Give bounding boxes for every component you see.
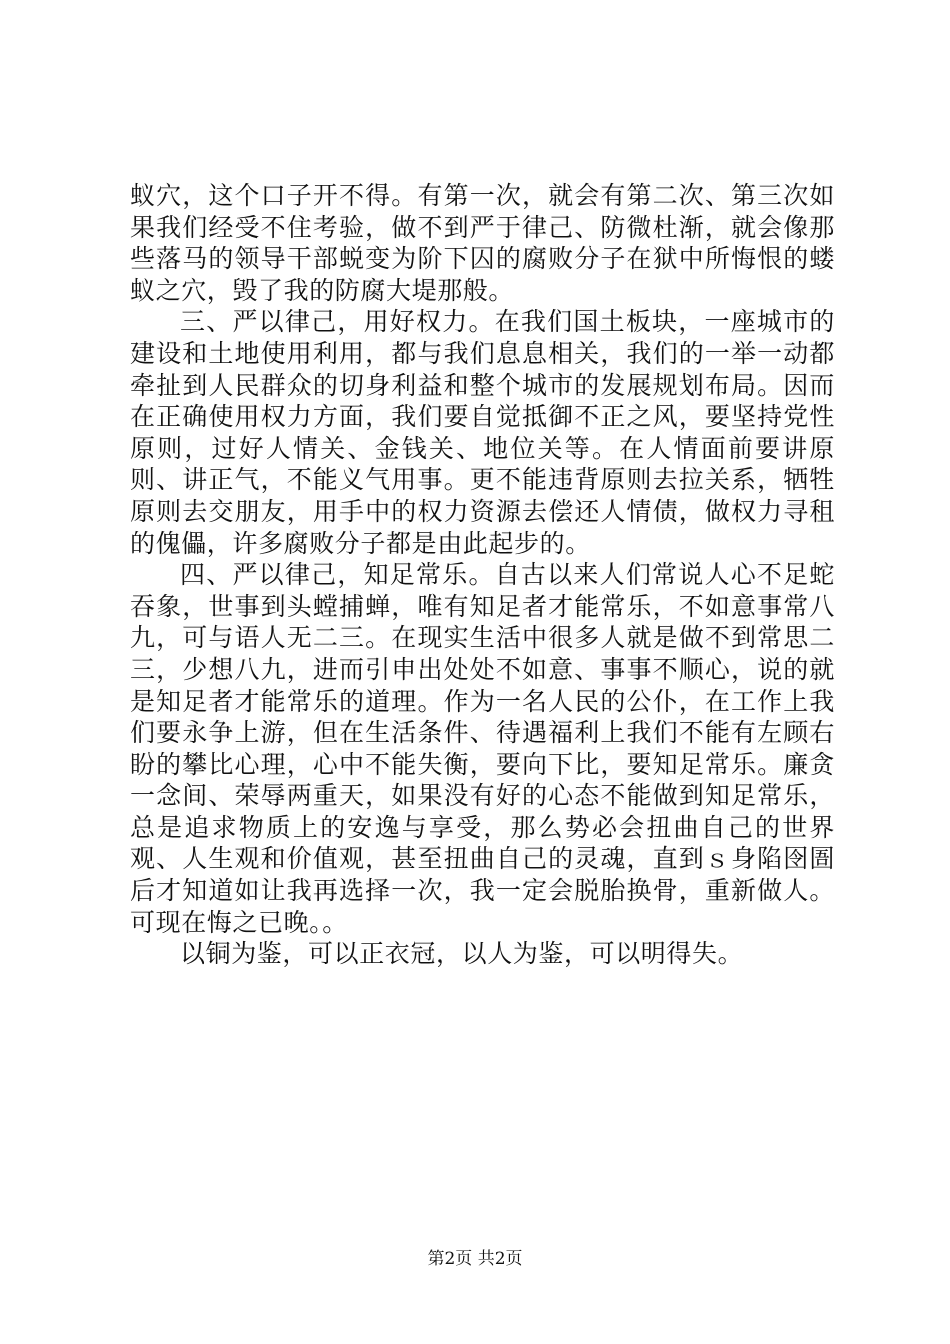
document-body	[130, 180, 835, 970]
paragraph-2: 三、严以律己，用好权力。在我们国土板块，一座城市的建设和土地使用利用，都与我们息息相关，我们的一举一动都牵扯到人民群众的切身利益和整个城市的发展规划布局。因而在正确使用权力方面，我们要自觉抵御不正之风，要坚持党性原则，过好人情关、金钱关、地位关等。在人情面前要讲原则、讲正气，不能义气用事。更不能违背原则去拉关系，牺牲原则去交朋友，用手中的权力资源去偿还人情债，做权力寻租的傀儡，许多腐败分子都是由此起步的。	[130, 307, 835, 558]
page-number-footer: 第2页 共2页	[427, 1249, 523, 1269]
paragraph-4: 以铜为鉴，可以正衣冠，以人为鉴，可以明得失。	[180, 939, 744, 969]
paragraph-1: 蚁穴，这个口子开不得。有第一次，就会有第二次、第三次如果我们经受不住考验，做不到严于律己、防微杜渐，就会像那些落马的领导干部蜕变为阶下囚的腐败分子在狱中所悔恨的蝼蚁之穴，毁了我的防腐大堤那般。	[130, 181, 835, 305]
paragraph-3: 四、严以律己，知足常乐。自古以来人们常说人心不足蛇吞象，世事到头螳捕蝉，唯有知足者才能常乐，不如意事常八九，可与语人无二三。在现实生活中很多人就是做不到常思二三，少想八九，进而引申出处处不如意、事事不顺心，说的就是知足者才能常乐的道理。作为一名人民的公仆，在工作上我们要永争上游，但在生活条件、待遇福利上我们不能有左顾右盼的攀比心理，心中不能失衡，要向下比，要知足常乐。廉贪一念间、荣辱两重天，如果没有好的心态不能做到知足常乐，总是追求物质上的安逸与享受，那么势必会扭曲自己的世界观、人生观和价值观，甚至扭曲自己的灵魂，直到ｓ身陷囹圄后才知道如让我再选择一次，我一定会脱胎换骨，重新做人。可现在悔之已晚。。	[130, 560, 835, 937]
